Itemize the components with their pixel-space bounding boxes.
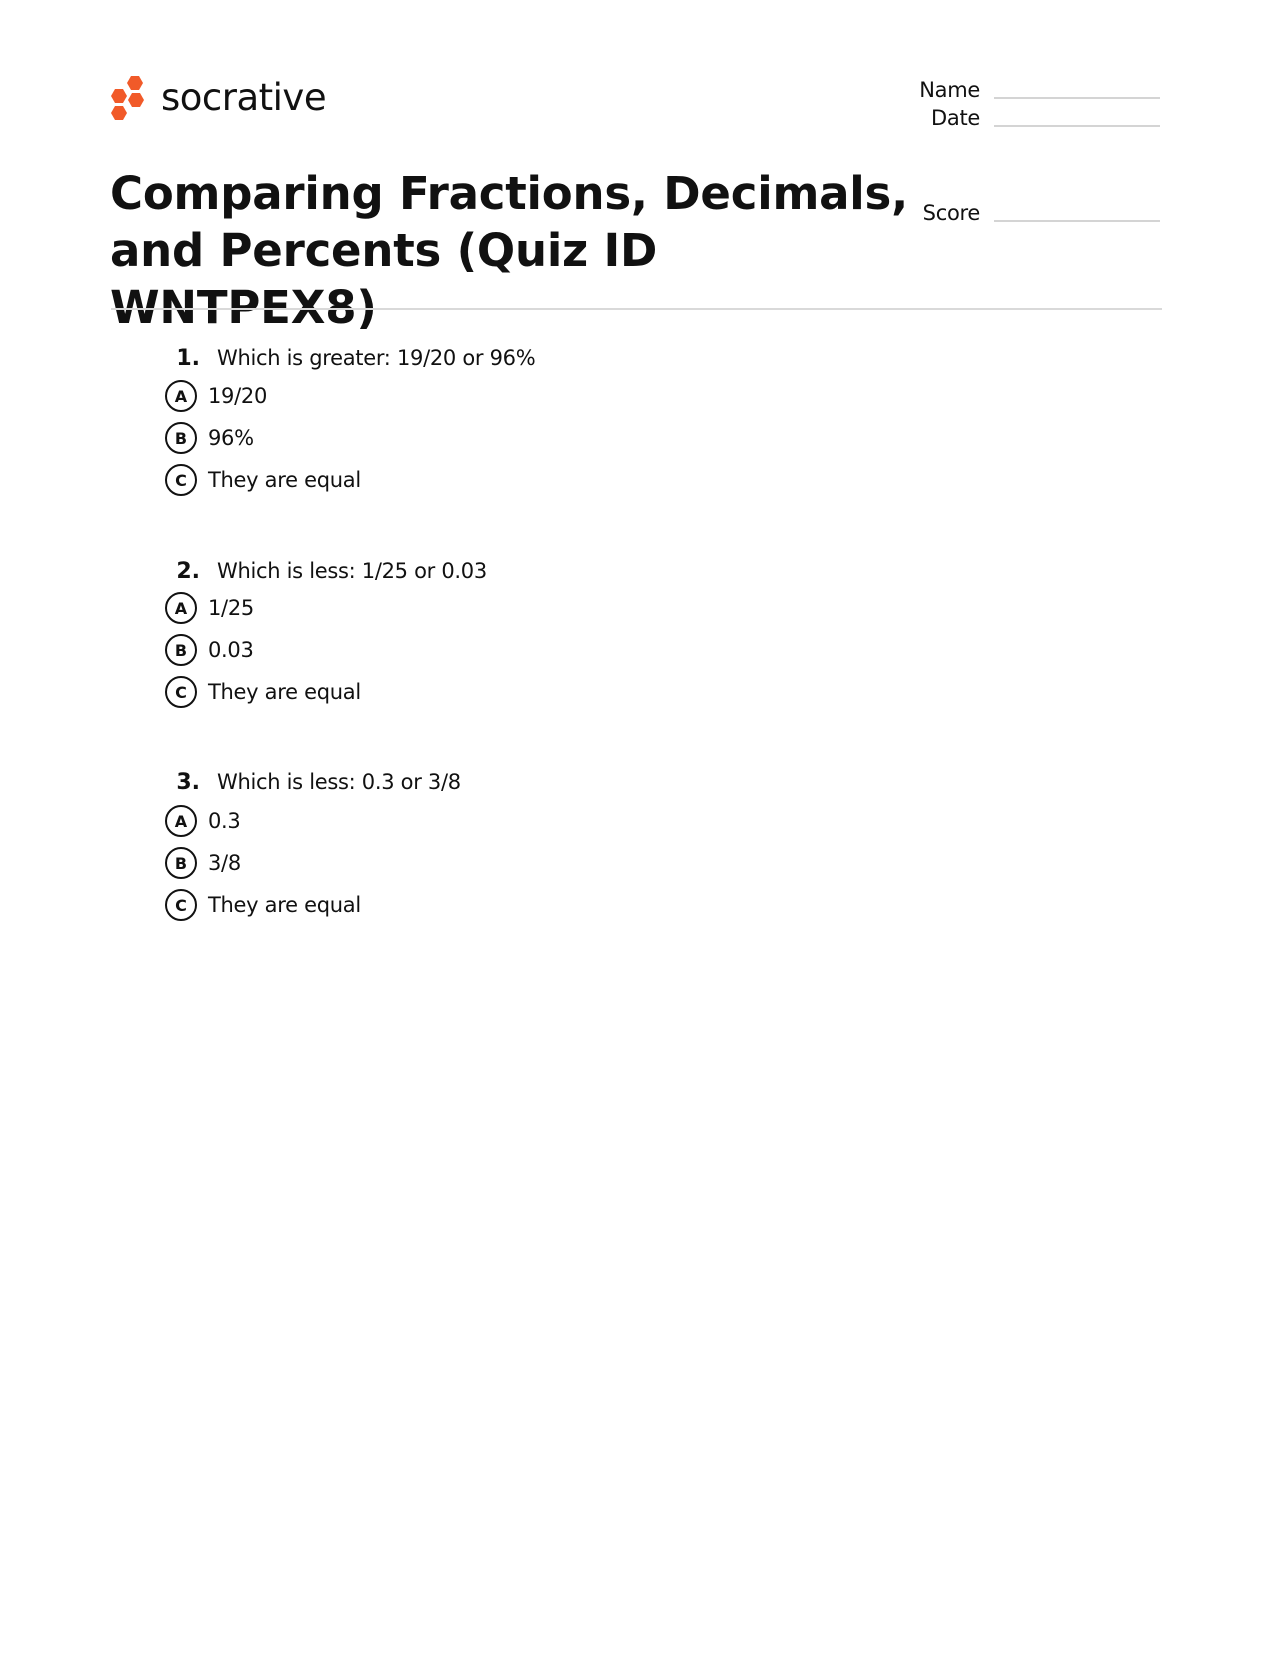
date-input-line[interactable] <box>994 125 1160 127</box>
answer-bubble-b[interactable]: B <box>165 634 197 666</box>
option-c[interactable] <box>165 888 361 922</box>
option-text: They are equal <box>208 893 361 917</box>
option-a[interactable] <box>165 591 254 625</box>
option-text: They are equal <box>208 680 361 704</box>
question-header <box>165 767 461 797</box>
answer-bubble-b[interactable]: B <box>165 422 197 454</box>
option-c[interactable] <box>165 463 361 497</box>
name-label: Name <box>919 78 980 102</box>
question-number: 3. <box>176 769 200 795</box>
score-input-line[interactable] <box>994 220 1160 222</box>
answer-bubble-b[interactable]: B <box>165 847 197 879</box>
question-header <box>165 343 535 373</box>
title-line-2: and Percents (Quiz ID WNTPEX8) <box>110 224 658 334</box>
header-divider <box>111 308 1162 310</box>
option-c[interactable] <box>165 675 361 709</box>
answer-bubble-c[interactable]: C <box>165 464 197 496</box>
option-text: 3/8 <box>208 851 241 875</box>
option-a[interactable] <box>165 379 267 413</box>
option-a[interactable] <box>165 804 241 838</box>
date-label: Date <box>931 106 980 130</box>
question-number: 1. <box>176 345 200 371</box>
hexagon-cluster-icon <box>111 73 149 123</box>
answer-bubble-a[interactable]: A <box>165 380 197 412</box>
question-number: 2. <box>176 558 200 584</box>
answer-bubble-c[interactable]: C <box>165 676 197 708</box>
socrative-logo <box>111 73 326 123</box>
option-text: 0.03 <box>208 638 254 662</box>
page-title <box>110 165 910 336</box>
option-text: 1/25 <box>208 596 254 620</box>
option-text: They are equal <box>208 468 361 492</box>
answer-bubble-a[interactable]: A <box>165 805 197 837</box>
question-text: Which is less: 0.3 or 3/8 <box>217 770 461 794</box>
option-b[interactable] <box>165 846 241 880</box>
score-label: Score <box>922 201 980 225</box>
question-text: Which is greater: 19/20 or 96% <box>217 346 536 370</box>
option-text: 96% <box>208 426 254 450</box>
score-field <box>880 199 1160 225</box>
name-field <box>880 76 1160 102</box>
question-header <box>165 556 487 586</box>
name-input-line[interactable] <box>994 97 1160 99</box>
question-text: Which is less: 1/25 or 0.03 <box>217 559 487 583</box>
option-b[interactable] <box>165 421 254 455</box>
brand-name: socrative <box>161 76 327 119</box>
option-text: 19/20 <box>208 384 268 408</box>
date-field <box>880 104 1160 130</box>
answer-bubble-c[interactable]: C <box>165 889 197 921</box>
answer-bubble-a[interactable]: A <box>165 592 197 624</box>
option-b[interactable] <box>165 633 254 667</box>
title-line-1: Comparing Fractions, Decimals, <box>110 167 909 220</box>
option-text: 0.3 <box>208 809 241 833</box>
